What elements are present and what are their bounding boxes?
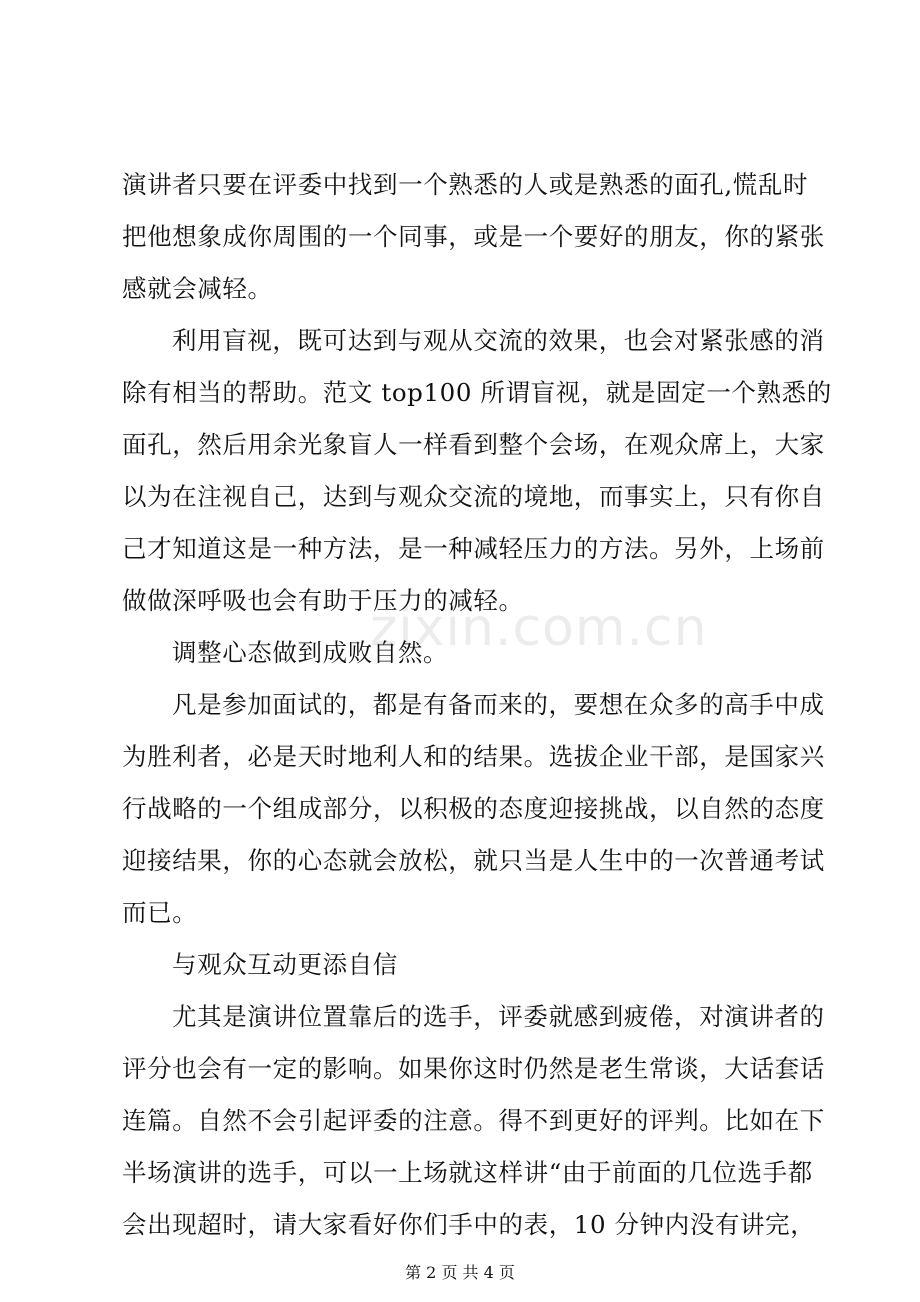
text-line: 除有相当的帮助。范文 top100 所谓盲视，就是固定一个熟悉的 bbox=[122, 378, 832, 407]
text-line: 把他想象成你周围的一个同事，或是一个要好的朋友，你的紧张 bbox=[122, 222, 825, 251]
watermark-text: zixin.com.cn bbox=[370, 598, 708, 658]
section-heading: 调整心态做到成败自然。 bbox=[172, 638, 449, 667]
page-footer: 第 2 页 共 4 页 bbox=[405, 1263, 515, 1282]
text-line: 面孔，然后用余光象盲人一样看到整个会场，在观众席上，大家 bbox=[122, 430, 825, 459]
text-line: 感就会减轻。 bbox=[122, 274, 273, 303]
text-line: 会出现超时，请大家看好你们手中的表，10 分钟内没有讲完， bbox=[122, 1210, 816, 1239]
text-line: 以为在注视自己，达到与观众交流的境地，而事实上，只有你自 bbox=[122, 482, 825, 511]
text-line: 而已。 bbox=[122, 898, 198, 927]
section-heading: 与观众互动更添自信 bbox=[172, 950, 398, 979]
text-line: 半场演讲的选手，可以一上场就这样讲“由于前面的几位选手都 bbox=[122, 1158, 813, 1187]
text-line: 演讲者只要在评委中找到一个熟悉的人或是熟悉的面孔,慌乱时 bbox=[122, 170, 809, 199]
text-line: 评分也会有一定的影响。如果你这时仍然是老生常谈，大话套话 bbox=[122, 1054, 825, 1083]
text-line: 尤其是演讲位置靠后的选手，评委就感到疲倦，对演讲者的 bbox=[172, 1002, 825, 1031]
text-line: 迎接结果，你的心态就会放松，就只当是人生中的一次普通考试 bbox=[122, 846, 825, 875]
text-line: 己才知道这是一种方法，是一种减轻压力的方法。另外，上场前 bbox=[122, 534, 825, 563]
text-line: 连篇。自然不会引起评委的注意。得不到更好的评判。比如在下 bbox=[122, 1106, 825, 1135]
text-line: 行战略的一个组成部分，以积极的态度迎接挑战，以自然的态度 bbox=[122, 794, 825, 823]
text-line: 凡是参加面试的，都是有备而来的，要想在众多的高手中成 bbox=[172, 690, 825, 719]
text-line: 利用盲视，既可达到与观从交流的效果，也会对紧张感的消 bbox=[172, 326, 825, 355]
text-line: 为胜利者，必是天时地利人和的结果。选拔企业干部，是国家兴 bbox=[122, 742, 825, 771]
text-line: 做做深呼吸也会有助于压力的减轻。 bbox=[122, 586, 524, 615]
